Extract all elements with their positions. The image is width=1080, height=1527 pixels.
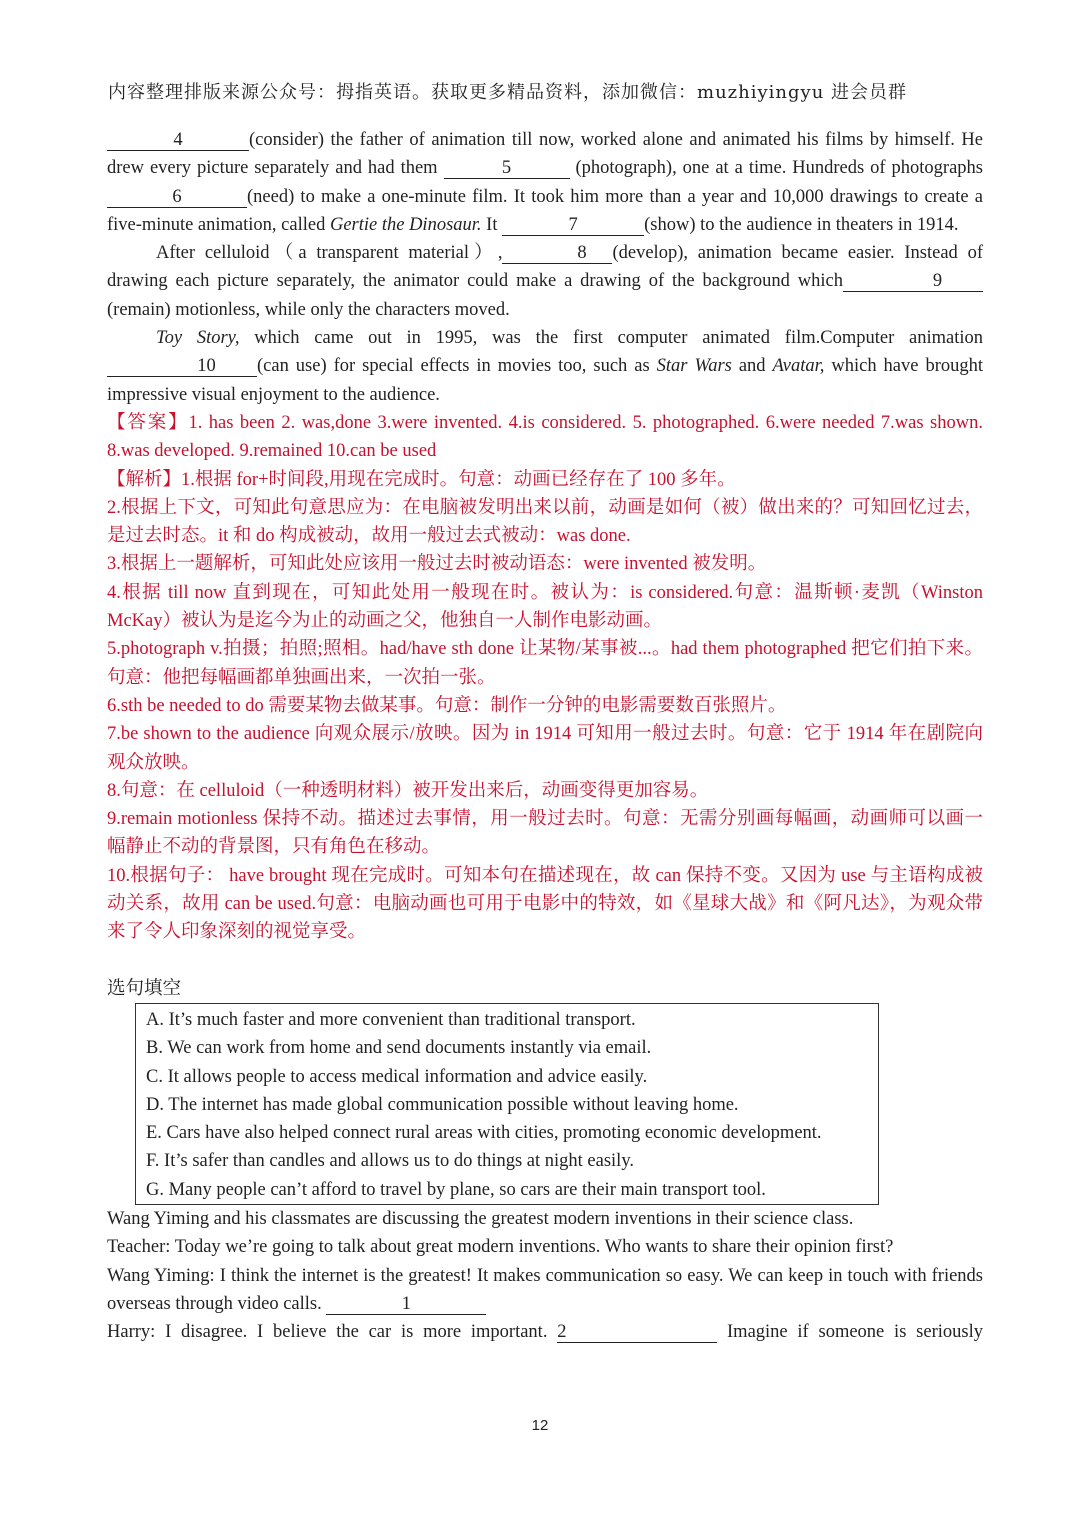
- dialogue-blank-1[interactable]: 1: [326, 1294, 486, 1315]
- option-g: G. Many people can’t afford to travel by plane, so cars are their main transport tool.: [146, 1179, 766, 1200]
- page-header: 内容整理排版来源公众号：拇指英语。获取更多精品资料，添加微信：muzhiyingyu 进会员群: [108, 82, 908, 103]
- analysis-item: 4.根据 till now 直到现在，可知此处用一般现在时。被认为：is considered.句意：温斯顿·麦凯（Winston McKay）被认为是迄今为止的动画之父，他独自一人制作电影动画。: [107, 582, 983, 632]
- option-c: C. It allows people to access medical information and advice easily.: [146, 1066, 648, 1087]
- analysis-section: [107, 466, 983, 947]
- answer-key: [107, 409, 983, 466]
- dialogue-blank-2[interactable]: 2: [557, 1322, 717, 1343]
- passage-paragraph-3: Toy Story, which came out in 1995, was the first computer animated film.Computer animation 10 (can use) for special effects in movies too, such as Star Wars and Avatar, which have brought impressive visual enjoyment to the audience.: [107, 328, 984, 405]
- analysis-label: 【解析】: [107, 469, 182, 490]
- options-box: [135, 1003, 879, 1205]
- film-title: Star Wars: [656, 356, 732, 377]
- blank-6[interactable]: 6: [107, 187, 247, 208]
- analysis-item: 10.根据句子： have brought 现在完成时。可知本句在描述现在，故 can 保持不变。又因为 use 与主语构成被动关系，故用 can be used.句意：电脑动画也可用于电影中的特效，如《星球大战》和《阿凡达》，为观众带来了令人印象深刻的视觉享受。: [107, 865, 983, 943]
- film-title: Toy Story,: [156, 328, 240, 349]
- answer-label: 【答案】: [107, 412, 189, 433]
- section-title: 选句填空: [107, 978, 182, 999]
- option-d: D. The internet has made global communication possible without leaving home.: [146, 1094, 739, 1115]
- passage-paragraph-2: After celluloid（a transparent material）, 8 (develop), animation became easier. Instead of drawing each picture separately, the animator could make a drawing of the background which 9(remain) motionless, while only the characters moved.: [107, 243, 983, 320]
- option-e: E. Cars have also helped connect rural areas with cities, promoting economic development.: [146, 1123, 822, 1144]
- passage-paragraph-1: 4 (consider) the father of animation till now, worked alone and animated his films by himself. He drew every picture separately and had them 5 (photograph), one at a time. Hundreds of photographs 6 (need) to make a one-minute film. It took him more than a year and 10,000 drawings to create a five-minute animation, called Gertie the Dinosaur. It 7 (show) to the audience in theaters in 1914.: [107, 130, 984, 235]
- document-body: [107, 126, 983, 1346]
- analysis-item: 5.photograph v.拍摄；拍照;照相。had/have sth done 让某物/某事被...。had them photographed 把它们拍下来。句意：他把每幅画都单独画出来，一次拍一张。: [107, 639, 983, 688]
- analysis-item: 【解析】1.根据 for+时间段,用现在完成时。句意：动画已经存在了 100 多年。: [107, 469, 736, 490]
- page-number: 12: [531, 1417, 549, 1434]
- blank-9[interactable]: 9: [843, 271, 983, 292]
- analysis-item: 8.句意：在 celluloid（一种透明材料）被开发出来后，动画变得更加容易。: [107, 780, 709, 801]
- dialogue-intro: Wang Yiming and his classmates are discussing the greatest modern inventions in their science class.: [107, 1208, 854, 1229]
- answer-text: 1. has been 2. was,done 3.were invented. 4.is considered. 5. photographed. 6.were needed 7.was shown. 8.was developed. 9.remained 10.can be used: [107, 412, 983, 462]
- analysis-item: 2.根据上下文，可知此句意思应为：在电脑被发明出来以前，动画是如何（被）做出来的？可知回忆过去，是过去时态。it 和 do 构成被动，故用一般过去式被动：was done.: [107, 497, 983, 547]
- option-a: A. It’s much faster and more convenient than traditional transport.: [146, 1009, 636, 1030]
- analysis-item: 6.sth be needed to do 需要某物去做某事。句意：制作一分钟的电影需要数百张照片。: [107, 695, 787, 716]
- dialogue-harry: Harry: I disagree. I believe the car is more important. 2 Imagine if someone is seriously: [107, 1322, 983, 1343]
- option-f: F. It’s safer than candles and allows us to do things at night easily.: [146, 1151, 635, 1172]
- blank-8[interactable]: 8: [502, 243, 612, 264]
- analysis-item: 3.根据上一题解析，可知此处应该用一般过去时被动语态：were invented 被发明。: [107, 554, 767, 575]
- dialogue-wang: Wang Yiming: I think the internet is the greatest! It makes communication so easy. We can keep in touch with friends overseas through video calls. 1: [107, 1265, 983, 1314]
- film-title: Avatar,: [772, 356, 825, 377]
- analysis-item: 7.be shown to the audience 向观众展示/放映。因为 in 1914 可知用一般过去时。句意：它于 1914 年在剧院向观众放映。: [107, 724, 983, 773]
- blank-4[interactable]: 4: [107, 130, 249, 151]
- dialogue-teacher: Teacher: Today we’re going to talk about great modern inventions. Who wants to share their opinion first?: [107, 1237, 894, 1258]
- analysis-item: 9.remain motionless 保持不动。描述过去事情，用一般过去时。句意：无需分别画每幅画，动画师可以画一幅静止不动的背景图，只有角色在移动。: [107, 809, 983, 858]
- film-title: Gertie the Dinosaur.: [329, 214, 482, 235]
- blank-5[interactable]: 5: [444, 158, 570, 179]
- option-b: B. We can work from home and send documents instantly via email.: [146, 1038, 652, 1059]
- blank-7[interactable]: 7: [502, 215, 644, 236]
- blank-10[interactable]: 10: [107, 356, 257, 377]
